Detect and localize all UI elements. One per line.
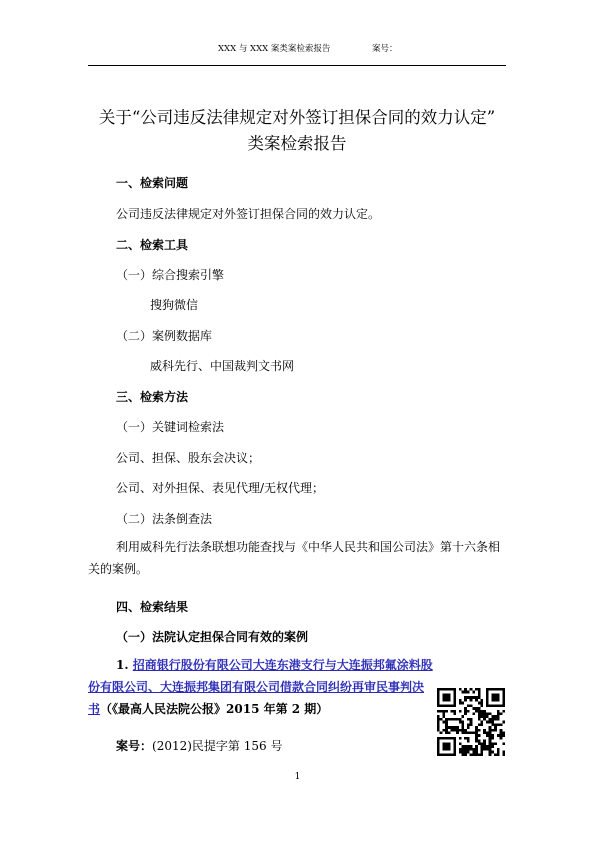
case-1-number-line xyxy=(116,737,282,754)
section4-heading: 四、检索结果 xyxy=(116,600,189,614)
header-title: XXX 与 XXX 案类案检索报告 xyxy=(218,44,331,54)
report-title-line1: 关于“公司违反法律规定对外签订担保合同的效力认定” xyxy=(98,108,496,127)
case-1-case-no-label: 案号： xyxy=(116,739,153,753)
case-1-case-no: (2012)民提字第 156 号 xyxy=(152,739,283,753)
section3-keywords-2: 公司、对外担保、表见代理/无权代理； xyxy=(116,481,325,495)
page-header xyxy=(0,42,595,56)
section3-keywords-1: 公司、担保、股东会决议； xyxy=(116,451,261,465)
section2-sub1: （一）综合搜索引擎 xyxy=(116,268,225,282)
case-1-link[interactable]: 招商银行股份有限公司大连东港支行与大连振邦氟涂料股份有限公司、大连振邦集团有限公司借款合同纠纷再审民事判决书 xyxy=(88,658,433,716)
section2-sub2: （二）案例数据库 xyxy=(116,329,213,343)
section2-sub2-item: 威科先行、中国裁判文书网 xyxy=(150,359,295,373)
case-1-entry xyxy=(88,654,433,720)
report-title-line2: 类案检索报告 xyxy=(247,134,347,153)
page-number: 1 xyxy=(294,772,301,782)
section1-text: 公司违反法律规定对外签订担保合同的效力认定。 xyxy=(116,207,381,221)
section1-heading: 一、检索问题 xyxy=(116,176,189,190)
header-case-no-label: 案号： xyxy=(372,44,398,54)
case-1-number: 1. xyxy=(116,658,129,672)
section4-sub1: （一）法院认定担保合同有效的案例 xyxy=(116,630,309,644)
case-1-source: （《最高人民法院公报》2015 年第 2 期） xyxy=(100,702,329,716)
section2-sub1-item: 搜狗微信 xyxy=(150,298,199,312)
header-divider xyxy=(88,65,506,66)
section3-sub1: （一）关键词检索法 xyxy=(116,420,225,434)
section3-sub2: （二）法条倒查法 xyxy=(116,512,213,526)
section3-description: 利用威科先行法条联想功能查找与《中华人民共和国公司法》第十六条相关的案例。 xyxy=(88,540,501,576)
section2-heading: 二、检索工具 xyxy=(116,238,189,252)
qr-code-image xyxy=(437,688,505,756)
section3-heading: 三、检索方法 xyxy=(116,390,189,404)
